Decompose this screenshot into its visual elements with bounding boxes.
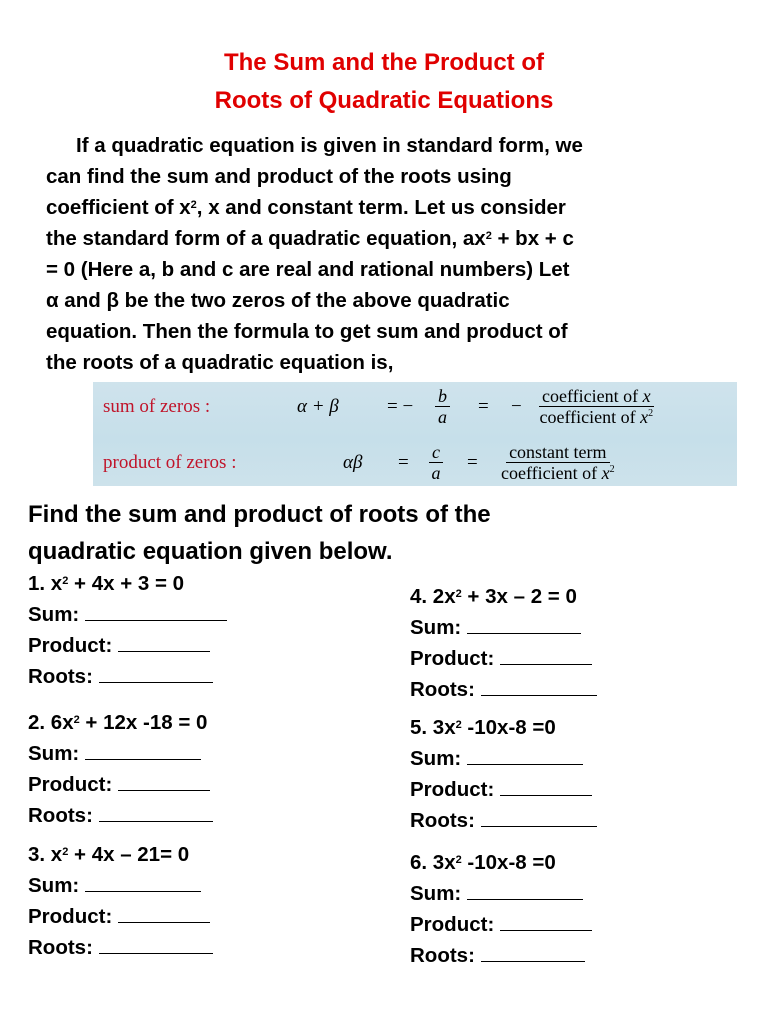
intro-line: equation. Then the formula to get sum and product of (46, 320, 568, 343)
equation-text: + 4x + 3 = 0 (68, 572, 185, 595)
exponent: 2 (648, 408, 654, 419)
product-label: Product: (28, 773, 113, 796)
exponent: 2 (455, 854, 462, 867)
problem-4 (410, 581, 597, 705)
roots-answer-blank[interactable] (481, 825, 597, 827)
equation-text: + 4x – 21= 0 (68, 843, 190, 866)
roots-answer-blank[interactable] (99, 820, 213, 822)
intro-line: the roots of a quadratic equation is, (46, 351, 394, 374)
fraction-denominator (540, 407, 654, 427)
equation-text: 3. x (28, 843, 63, 866)
exponent: 2 (485, 230, 492, 243)
product-answer-blank[interactable] (118, 789, 210, 791)
exponent: 2 (455, 588, 462, 601)
variable-x: x (640, 407, 649, 427)
equation-text: 4. 2x (410, 585, 456, 608)
product-lhs: αβ (343, 452, 363, 473)
roots-answer-row (28, 932, 213, 963)
intro-line: α and β be the two zeros of the above quadratic (46, 289, 510, 312)
b-over-a-fraction (435, 386, 450, 427)
question-heading (28, 496, 748, 570)
sum-answer-row (410, 612, 597, 643)
equation-text: 1. x (28, 572, 63, 595)
exponent: 2 (62, 846, 69, 859)
page-title-line-1: The Sum and the Product of (223, 49, 544, 76)
equation (410, 712, 597, 743)
roots-answer-row (28, 661, 227, 692)
equation (28, 839, 213, 870)
problem-3 (28, 839, 213, 963)
roots-answer-blank[interactable] (99, 681, 213, 683)
fraction-numerator: b (435, 386, 450, 407)
roots-label: Roots: (28, 936, 93, 959)
product-answer-row (28, 630, 227, 661)
roots-label: Roots: (28, 804, 93, 827)
denominator-text: coefficient of (539, 407, 636, 427)
sum-answer-blank[interactable] (85, 619, 227, 621)
roots-answer-blank[interactable] (481, 960, 585, 962)
product-answer-row (410, 643, 597, 674)
intro-text: the standard form of a quadratic equation, ax (46, 227, 486, 250)
sum-label: Sum: (28, 874, 80, 897)
product-label: Product: (410, 778, 495, 801)
sum-label: Sum: (410, 616, 462, 639)
equals: = (467, 452, 478, 473)
intro-paragraph (46, 130, 746, 378)
equation-text: -10x-8 =0 (461, 716, 556, 739)
product-answer-blank[interactable] (500, 794, 592, 796)
intro-line: = 0 (Here a, b and c are real and rational numbers) Let (46, 258, 570, 281)
roots-answer-row (410, 940, 592, 971)
equation-text: 5. 3x (410, 716, 456, 739)
exponent: 2 (609, 464, 615, 475)
product-answer-blank[interactable] (500, 929, 592, 931)
product-label: Product: (410, 647, 495, 670)
denominator-text: coefficient of (501, 463, 598, 483)
intro-line (46, 223, 746, 254)
product-answer-row (410, 909, 592, 940)
product-label: product of zeros : (103, 452, 237, 473)
equals: = (398, 452, 409, 473)
roots-label: Roots: (410, 944, 475, 967)
numerator-text: coefficient of (542, 386, 639, 406)
product-label: Product: (28, 634, 113, 657)
question-line: Find the sum and product of roots of the (28, 501, 491, 528)
fraction-denominator: a (438, 407, 447, 427)
equation (28, 707, 213, 738)
fraction-numerator (539, 386, 654, 407)
problem-5 (410, 712, 597, 836)
equation-text: + 12x -18 = 0 (79, 711, 208, 734)
product-label: Product: (28, 905, 113, 928)
problem-6 (410, 847, 592, 971)
sum-answer-row (410, 743, 597, 774)
equation (410, 581, 597, 612)
roots-answer-row (410, 805, 597, 836)
equation-text: 6. 3x (410, 851, 456, 874)
sum-answer-blank[interactable] (467, 898, 583, 900)
fraction-numerator: constant term (506, 442, 609, 463)
product-answer-row (28, 901, 213, 932)
sum-answer-row (28, 599, 227, 630)
equation (28, 568, 227, 599)
exponent: 2 (62, 575, 69, 588)
roots-label: Roots: (410, 809, 475, 832)
fraction-denominator (501, 463, 615, 483)
variable-x: x (601, 463, 610, 483)
sum-label: Sum: (410, 882, 462, 905)
intro-text: + bx + c (491, 227, 574, 250)
sum-formula-row (93, 384, 737, 434)
question-line: quadratic equation given below. (28, 538, 393, 565)
product-answer-blank[interactable] (500, 663, 592, 665)
fraction-numerator: c (429, 442, 443, 463)
exponent: 2 (455, 719, 462, 732)
intro-line (46, 192, 746, 223)
sum-label: Sum: (28, 742, 80, 765)
sum-answer-blank[interactable] (85, 758, 201, 760)
roots-answer-blank[interactable] (99, 952, 213, 954)
fraction-denominator: a (431, 463, 441, 483)
problem-1 (28, 568, 227, 692)
minus-sign: − (511, 396, 522, 417)
sum-lhs: α + β (297, 396, 339, 417)
equals: = (478, 396, 489, 417)
exponent: 2 (73, 714, 80, 727)
c-over-a-fraction (429, 442, 443, 483)
product-formula-row (93, 436, 737, 486)
sum-answer-blank[interactable] (85, 890, 201, 892)
equation-text: + 3x – 2 = 0 (461, 585, 577, 608)
equation-text: -10x-8 =0 (461, 851, 556, 874)
exponent: 2 (190, 199, 197, 212)
minus-equals: = − (387, 396, 414, 417)
sum-answer-row (28, 738, 213, 769)
product-answer-blank[interactable] (118, 650, 210, 652)
sum-answer-row (28, 870, 213, 901)
equation (410, 847, 592, 878)
sum-label: Sum: (410, 747, 462, 770)
sum-label: sum of zeros : (103, 396, 211, 417)
problem-2 (28, 707, 213, 831)
sum-label: Sum: (28, 603, 80, 626)
page-title-line-2: Roots of Quadratic Equations (214, 87, 554, 114)
intro-text: , x and constant term. Let us consider (196, 196, 566, 219)
roots-label: Roots: (28, 665, 93, 688)
intro-line: If a quadratic equation is given in standard form, we (76, 134, 583, 157)
constant-term-fraction (501, 442, 615, 483)
intro-text: coefficient of x (46, 196, 191, 219)
product-label: Product: (410, 913, 495, 936)
product-answer-blank[interactable] (118, 921, 210, 923)
sum-answer-blank[interactable] (467, 632, 581, 634)
roots-answer-blank[interactable] (481, 694, 597, 696)
sum-answer-row (410, 878, 592, 909)
sum-answer-blank[interactable] (467, 763, 583, 765)
coefficient-fraction (539, 386, 654, 427)
variable-x: x (642, 386, 651, 406)
equation-text: 2. 6x (28, 711, 74, 734)
product-answer-row (410, 774, 597, 805)
roots-answer-row (410, 674, 597, 705)
formula-box (93, 382, 737, 486)
roots-answer-row (28, 800, 213, 831)
intro-line: can find the sum and product of the roots using (46, 165, 512, 188)
roots-label: Roots: (410, 678, 475, 701)
product-answer-row (28, 769, 213, 800)
